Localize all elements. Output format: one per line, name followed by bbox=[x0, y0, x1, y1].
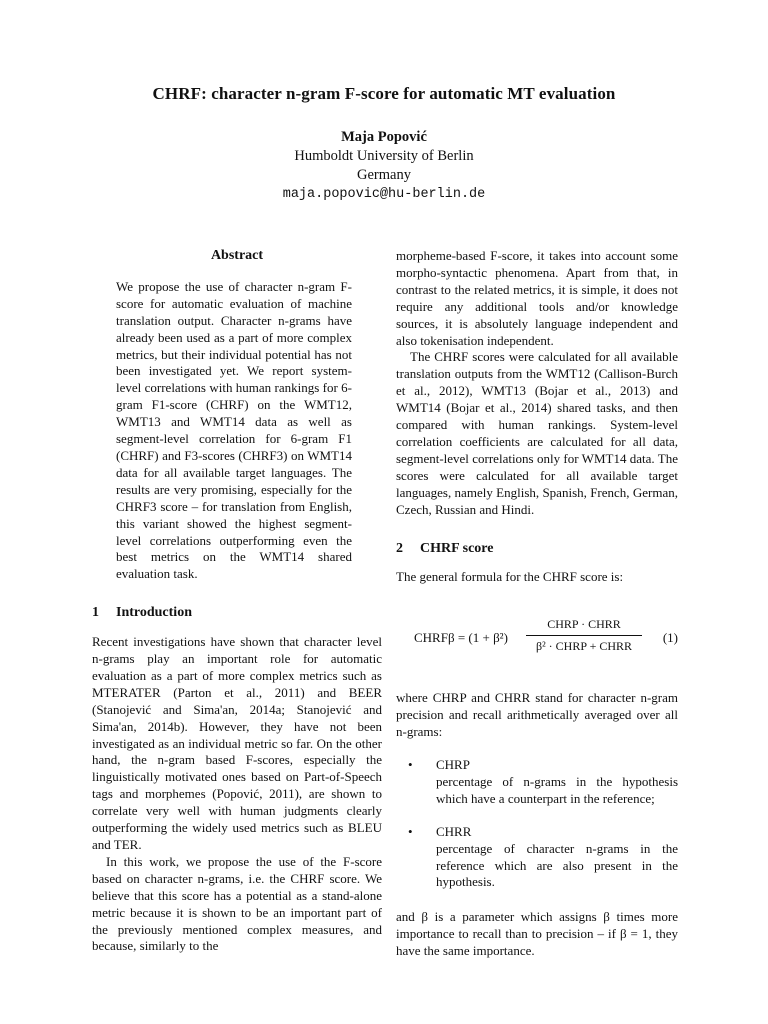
formula-intro: The general formula for the CHRF score is: bbox=[396, 569, 624, 585]
bullet-dot-icon: • bbox=[408, 757, 413, 773]
bullet-description: percentage of n-grams in the hypothesis which have a counterpart in the reference; bbox=[436, 773, 678, 806]
left-column bbox=[92, 248, 382, 955]
bullet-item bbox=[408, 757, 678, 808]
intro-paragraph-3: The CHRF scores were calculated for all available translation outputs from the WMT12 (Callison-Burch et al., 2012), WMT13 (Bojar et al., 2013) and WMT14 (Bojar et al., 2014) shared tasks, and then compared with human rankings. System-level correlation coefficients are calculated for all data, segment-level correlations only for WMT14 data. The scores were calculated for all available target languages, namely English, Spanish, French, German, Czech, Russian and Hindi. bbox=[396, 349, 678, 517]
section-2-number: 2 bbox=[396, 540, 403, 556]
equation-number: (1) bbox=[662, 630, 678, 646]
equation-numerator: CHRP · CHRR bbox=[526, 616, 642, 636]
intro-paragraph-1: Recent investigations have shown that character level n-grams play an important role for automatic evaluation as a part of more complex metrics such as MTERATER (Parton et al., 2011) and BEER (Stanojević and Sima'an, 2014a; Stanojević and Sima'an, 2014b). However, they have not been investigated as an individual metric so far. On the other hand, the n-gram based F-scores, especially the linguistically motivated ones based on Part-of-Speech tags and morphemes (Popović, 2011), are shown to correlate very well with human judgments clearly outperforming the widely used metrics such as BLEU and TER. bbox=[92, 634, 382, 852]
section-2-heading bbox=[396, 541, 678, 558]
author-affiliation: Humboldt University of Berlin bbox=[294, 148, 474, 164]
equation-fraction bbox=[526, 616, 642, 655]
paper-title: CHRF: character n-gram F-score for automatic MT evaluation bbox=[152, 84, 616, 103]
abstract-heading: Abstract bbox=[210, 248, 264, 263]
bullet-dot-icon: • bbox=[408, 823, 413, 839]
intro-continuation-paragraph: morpheme-based F-score, it takes into account some morpho-syntactic phenomena. Apart from that, in contrast to the related metrics, it is simple, it does not require any additional tools and/or knowledge sources, it is absolutely language independent and also tokenisation independent. bbox=[396, 248, 678, 348]
author-name: Maja Popović bbox=[341, 129, 427, 145]
section-2-title: CHRF score bbox=[420, 540, 494, 556]
bullet-term: CHRP bbox=[436, 757, 470, 773]
section-1-number: 1 bbox=[92, 605, 99, 621]
section-1-title: Introduction bbox=[116, 605, 192, 621]
equation-1 bbox=[396, 606, 678, 674]
author-block bbox=[0, 128, 768, 204]
right-column bbox=[396, 248, 678, 960]
bullet-description: percentage of character n-grams in the reference which are also present in the hypothesis. bbox=[436, 840, 678, 890]
author-email[interactable]: maja.popovic@hu-berlin.de bbox=[282, 187, 486, 202]
beta-explanation: and β is a parameter which assigns β times more importance to recall than to precision – if β = 1, they have the same importance. bbox=[396, 909, 678, 959]
abstract-text: We propose the use of character n-gram F-score for automatic evaluation of machine translation output. Character n-grams have already been used as a part of more complex metrics, but their individual potential has not been investigated yet. We report system-level correlations with human rankings for 6-gram F1-score (CHRF) on the WMT12, WMT13 and WMT14 data as well as segment-level correlation for 6-gram F1 (CHRF) and F3-scores (CHRF3) on WMT14 data for all available target languages. The results are very promising, especially for the CHRF3 score – for translation from English, this variant showed the highest segment-level correlations outperforming even the best metrics on the WMT14 shared evaluation task. bbox=[116, 278, 352, 582]
bullet-item bbox=[408, 824, 678, 892]
intro-paragraph-2: In this work, we propose the use of the F-score based on character n-grams, i.e. the CHRF score. We believe that this score has a potential as a stand-alone metric because it is shown to be an important part of the previously mentioned complex measures, and because, similarly to the bbox=[92, 853, 382, 954]
bullet-term: CHRR bbox=[436, 823, 472, 839]
author-country: Germany bbox=[357, 167, 411, 183]
equation-lhs: CHRFβ = (1 + β²) bbox=[414, 630, 508, 646]
formula-explanation: where CHRP and CHRR stand for character n-gram precision and recall arithmetically averaged over all n-grams: bbox=[396, 690, 678, 740]
section-1-heading bbox=[92, 605, 382, 622]
equation-denominator: β² · CHRP + CHRR bbox=[535, 639, 633, 654]
